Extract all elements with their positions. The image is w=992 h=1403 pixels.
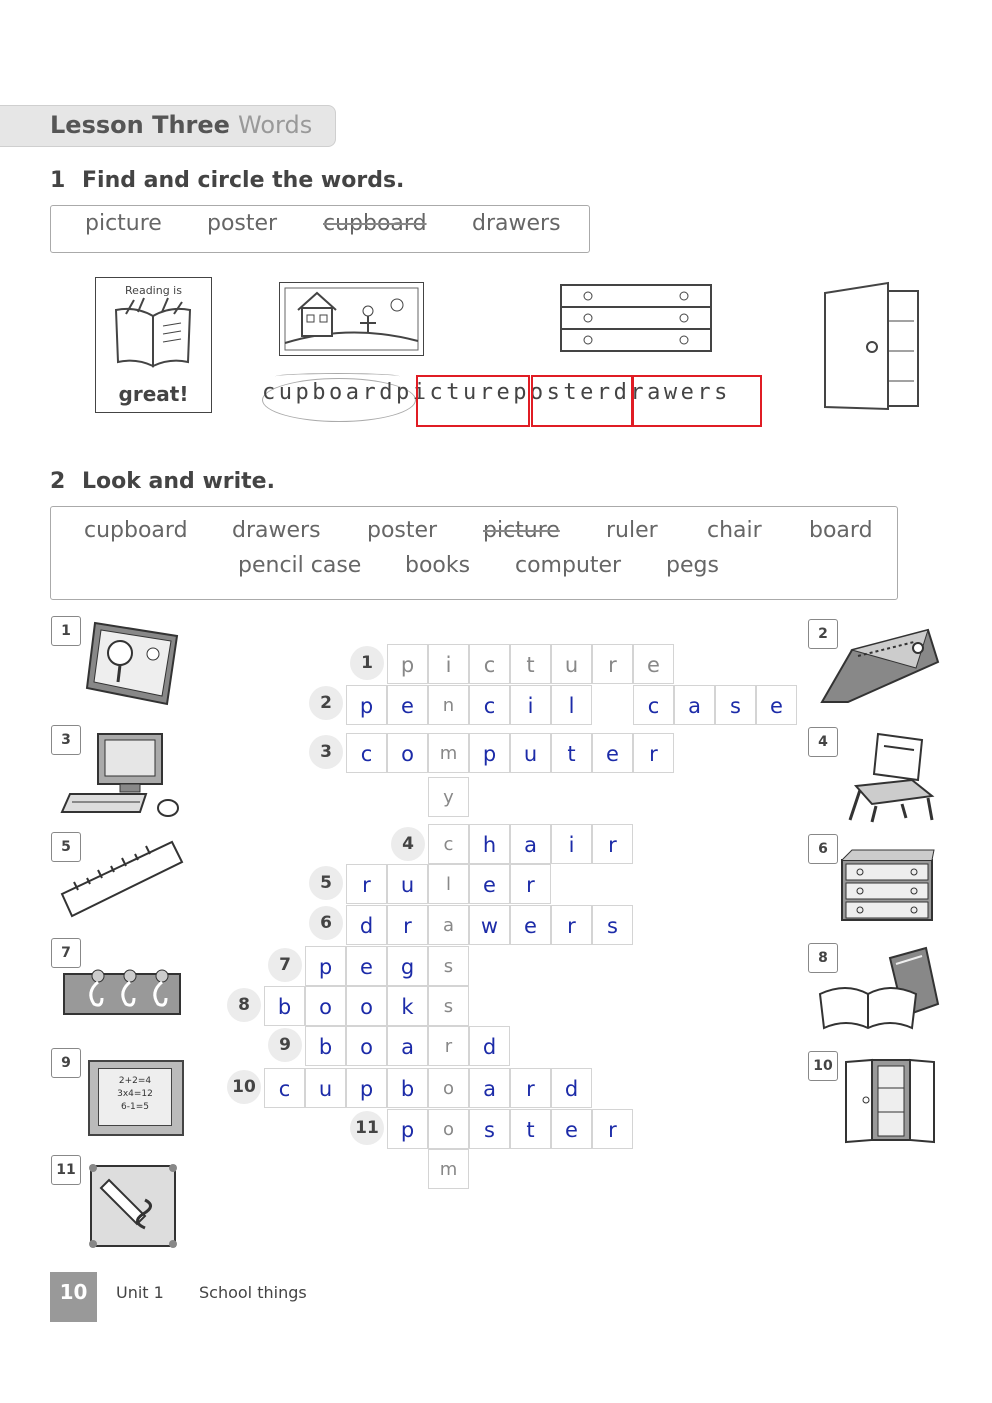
exercise-1-instruction: Find and circle the words. <box>82 168 405 193</box>
picture-label: 11 <box>51 1155 81 1185</box>
exercise-2-number: 2 <box>50 469 66 494</box>
crossword-cell: e <box>469 864 510 904</box>
exercise-2-instruction: Look and write. <box>82 469 275 494</box>
crossword-cell: e <box>551 1109 592 1149</box>
pegs-icon <box>58 962 184 1020</box>
word-box-item: chair <box>707 518 762 543</box>
picture-label: 1 <box>51 616 81 646</box>
word-box-item: picture <box>483 518 560 543</box>
crossword-cell: r <box>551 905 592 945</box>
crossword-cell: r <box>387 905 428 945</box>
crossword-cell: w <box>469 905 510 945</box>
crossword-cell: e <box>592 733 633 773</box>
circled-answer-drawers <box>632 375 762 427</box>
page-number: 10 <box>50 1272 97 1322</box>
crossword-cell: r <box>633 733 674 773</box>
footer-topic: School things <box>199 1283 307 1302</box>
crossword-cell: c <box>469 685 510 725</box>
drawers-icon <box>560 284 712 352</box>
crossword-cell: a <box>510 824 551 864</box>
word-box-item: books <box>405 553 471 578</box>
picture-label: 2 <box>808 619 838 649</box>
word-box-item: picture <box>85 211 162 236</box>
word-box-item: pencil case <box>238 553 362 578</box>
poster-drawing-icon <box>85 1160 180 1250</box>
crossword-cell: m <box>428 1149 469 1189</box>
poster-text-bottom: great! <box>118 382 189 406</box>
crossword-cell: r <box>592 824 633 864</box>
crossword-cell: a <box>469 1068 510 1108</box>
word-box-item: poster <box>207 211 278 236</box>
word-box-item: drawers <box>472 211 561 236</box>
crossword-row-number: 1 <box>350 646 384 680</box>
crossword-cell: b <box>305 1026 346 1066</box>
open-book-icon <box>96 296 211 376</box>
crossword-row-number: 5 <box>309 866 343 900</box>
crossword-cell: r <box>510 864 551 904</box>
books-icon <box>816 944 942 1034</box>
crossword-row-number: 11 <box>350 1111 384 1145</box>
crossword-cell: i <box>510 685 551 725</box>
crossword-cell: e <box>346 946 387 986</box>
crossword-cell: s <box>715 685 756 725</box>
picture-label: 4 <box>808 727 838 757</box>
crossword-cell: d <box>346 905 387 945</box>
crossword-cell: c <box>633 685 674 725</box>
crossword-cell: e <box>756 685 797 725</box>
word-box-item: board <box>809 518 873 543</box>
picture-label: 8 <box>808 943 838 973</box>
crossword-cell: a <box>387 1026 428 1066</box>
crossword-cell: s <box>428 946 469 986</box>
cupboard-icon <box>842 1056 938 1144</box>
crossword-cell: l <box>428 864 469 904</box>
crossword-cell: u <box>551 644 592 684</box>
crossword-cell: r <box>592 644 633 684</box>
ruler-icon <box>58 838 186 922</box>
board-sum: 6-1=5 <box>121 1102 149 1112</box>
picture-label: 5 <box>51 832 81 862</box>
drawers-picture <box>560 284 712 352</box>
crossword-cell: b <box>387 1068 428 1108</box>
crossword-cell: h <box>469 824 510 864</box>
footer-unit: Unit 1 <box>116 1283 164 1302</box>
crossword-row-number: 10 <box>227 1070 261 1104</box>
crossword-cell: a <box>674 685 715 725</box>
word-box-item: computer <box>515 553 622 578</box>
poster-text-top: Reading is <box>125 284 182 297</box>
crossword-row-number: 4 <box>391 827 425 861</box>
crossword-cell: l <box>551 685 592 725</box>
crossword-cell: c <box>346 733 387 773</box>
word-box-item: poster <box>367 518 438 543</box>
crossword-cell: o <box>346 986 387 1026</box>
crossword-row-number: 2 <box>309 686 343 720</box>
word-box-item: drawers <box>232 518 321 543</box>
crossword-row-number: 3 <box>309 735 343 769</box>
drawers-unit-icon <box>838 848 936 924</box>
picture-label: 9 <box>51 1048 81 1078</box>
picture-icon <box>85 618 180 708</box>
crossword-cell: s <box>428 986 469 1026</box>
crossword-cell: e <box>633 644 674 684</box>
picture-label: 6 <box>808 834 838 864</box>
crossword-cell: u <box>510 733 551 773</box>
crossword-cell: c <box>469 644 510 684</box>
crossword-cell: o <box>428 1109 469 1149</box>
crossword-cell: p <box>305 946 346 986</box>
crossword-cell: i <box>551 824 592 864</box>
crossword-cell: t <box>510 1109 551 1149</box>
pencil-case-icon <box>818 626 942 708</box>
crossword-cell: c <box>428 824 469 864</box>
circled-answer-picture <box>416 375 530 427</box>
house-picture <box>279 282 424 356</box>
crossword-cell: o <box>428 1068 469 1108</box>
computer-icon <box>60 730 184 820</box>
crossword-cell <box>592 685 633 725</box>
exercise-1-number: 1 <box>50 168 66 193</box>
crossword-cell: r <box>592 1109 633 1149</box>
board-surface <box>98 1068 172 1126</box>
crossword-cell: p <box>346 685 387 725</box>
word-box-item: cupboard <box>84 518 188 543</box>
crossword-cell: p <box>469 733 510 773</box>
crossword-cell: e <box>387 685 428 725</box>
crossword-cell: o <box>387 733 428 773</box>
crossword-cell: m <box>428 733 469 773</box>
picture-label: 10 <box>808 1051 838 1081</box>
crossword-cell: u <box>305 1068 346 1108</box>
strip-word: cupboard <box>262 380 396 405</box>
crossword-cell: d <box>469 1026 510 1066</box>
crossword-row-number: 6 <box>309 906 343 940</box>
crossword-cell: s <box>469 1109 510 1149</box>
crossword-cell: d <box>551 1068 592 1108</box>
crossword-cell: a <box>428 905 469 945</box>
board-sum: 3x4=12 <box>117 1089 153 1099</box>
crossword-row-number: 8 <box>227 988 261 1022</box>
crossword-cell: o <box>305 986 346 1026</box>
crossword-cell: g <box>387 946 428 986</box>
picture-label: 3 <box>51 725 81 755</box>
crossword-cell: b <box>264 986 305 1026</box>
board-picture <box>88 1060 184 1136</box>
word-box-item: ruler <box>606 518 658 543</box>
word-box-item: pegs <box>666 553 719 578</box>
strip-word: poster <box>513 380 614 405</box>
crossword-cell: c <box>264 1068 305 1108</box>
crossword-cell: e <box>510 905 551 945</box>
crossword-cell: o <box>346 1026 387 1066</box>
chair-icon <box>842 728 940 824</box>
cupboard-picture <box>822 281 922 411</box>
board-sum: 2+2=4 <box>118 1076 152 1086</box>
lesson-title: Lesson Three <box>50 111 230 139</box>
crossword-cell: p <box>387 644 428 684</box>
cupboard-icon <box>822 281 922 411</box>
word-box-item: cupboard <box>323 211 427 236</box>
crossword-cell: y <box>428 777 469 817</box>
crossword-cell: p <box>387 1109 428 1149</box>
reading-poster-picture <box>95 277 212 413</box>
crossword-cell: p <box>346 1068 387 1108</box>
crossword-cell: k <box>387 986 428 1026</box>
crossword-cell: t <box>551 733 592 773</box>
circled-answer-poster <box>531 375 633 427</box>
crossword-cell: u <box>387 864 428 904</box>
crossword-cell: r <box>428 1026 469 1066</box>
crossword-row-number: 9 <box>268 1028 302 1062</box>
picture-label: 7 <box>51 938 81 968</box>
lesson-subtitle: Words <box>238 111 313 139</box>
crossword-cell: s <box>592 905 633 945</box>
house-drawing-icon <box>280 283 423 355</box>
crossword-cell: r <box>510 1068 551 1108</box>
crossword-cell: n <box>428 685 469 725</box>
crossword-cell: t <box>510 644 551 684</box>
strip-word: drawers <box>613 380 731 405</box>
crossword-cell: r <box>346 864 387 904</box>
strip-word: picture <box>395 380 514 405</box>
crossword-row-number: 7 <box>268 948 302 982</box>
crossword-cell: i <box>428 644 469 684</box>
